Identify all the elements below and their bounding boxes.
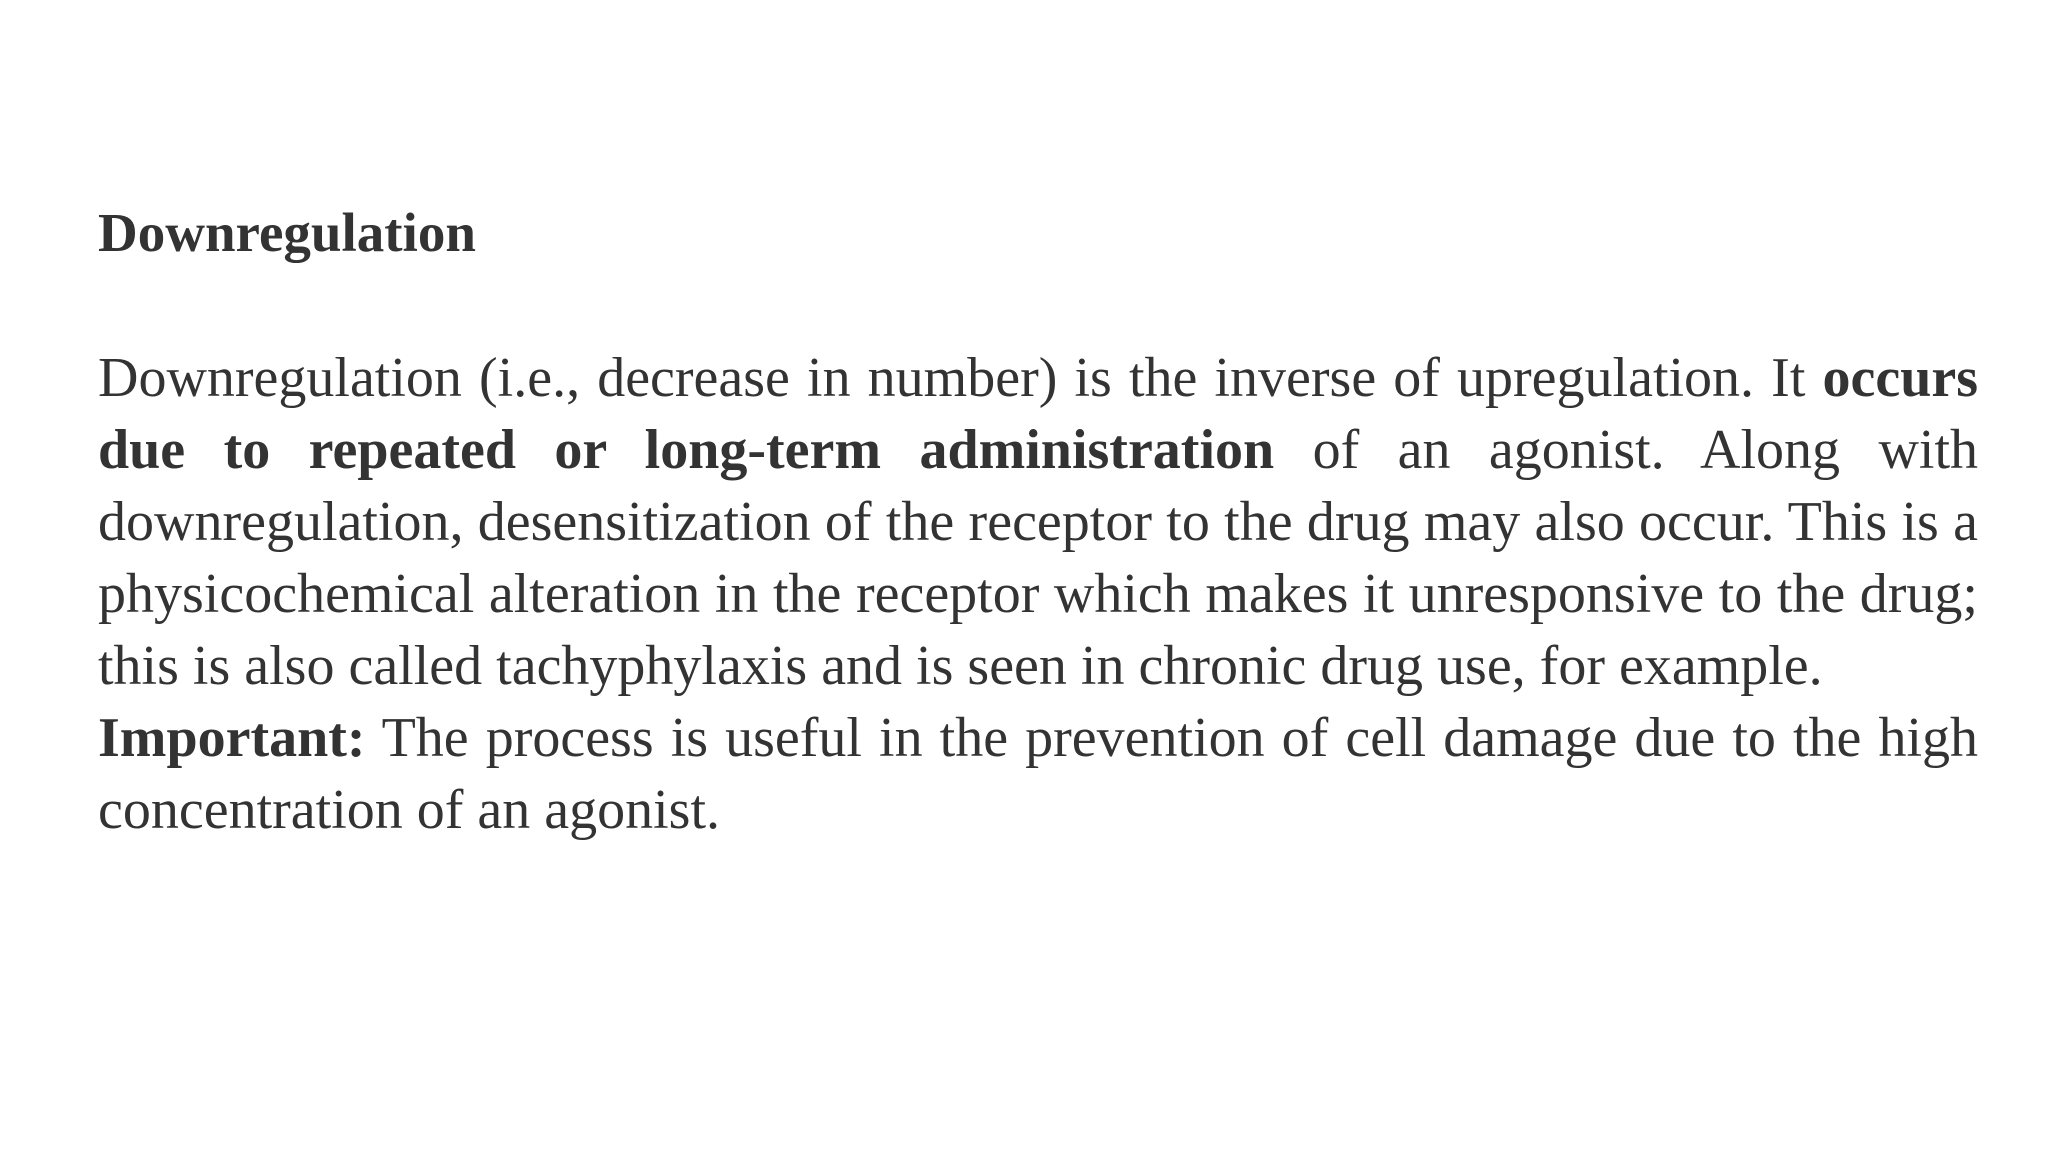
slide-title: Downregulation [98,202,476,263]
slide-content [98,196,1978,846]
important-note [98,702,1978,846]
body-emphasis: occurs due to repeated or long-term administration [98,347,1978,481]
important-text: The process is useful in the prevention of cell damage due to the high concentration of an agonist. [98,707,1978,841]
body-text-intro: Downregulation (i.e., decrease in number) is the inverse of upregulation. It [98,347,1823,409]
important-label: Important: [98,707,366,769]
body-text-rest: of an agonist. Along with downregulation, desensitization of the receptor to the drug may also occur. This is a physicochemical alteration in the receptor which makes it unresponsive to the drug; this is also called tachyphylaxis and is seen in chronic drug use, for example. [98,419,1978,697]
body-paragraph [98,342,1978,702]
